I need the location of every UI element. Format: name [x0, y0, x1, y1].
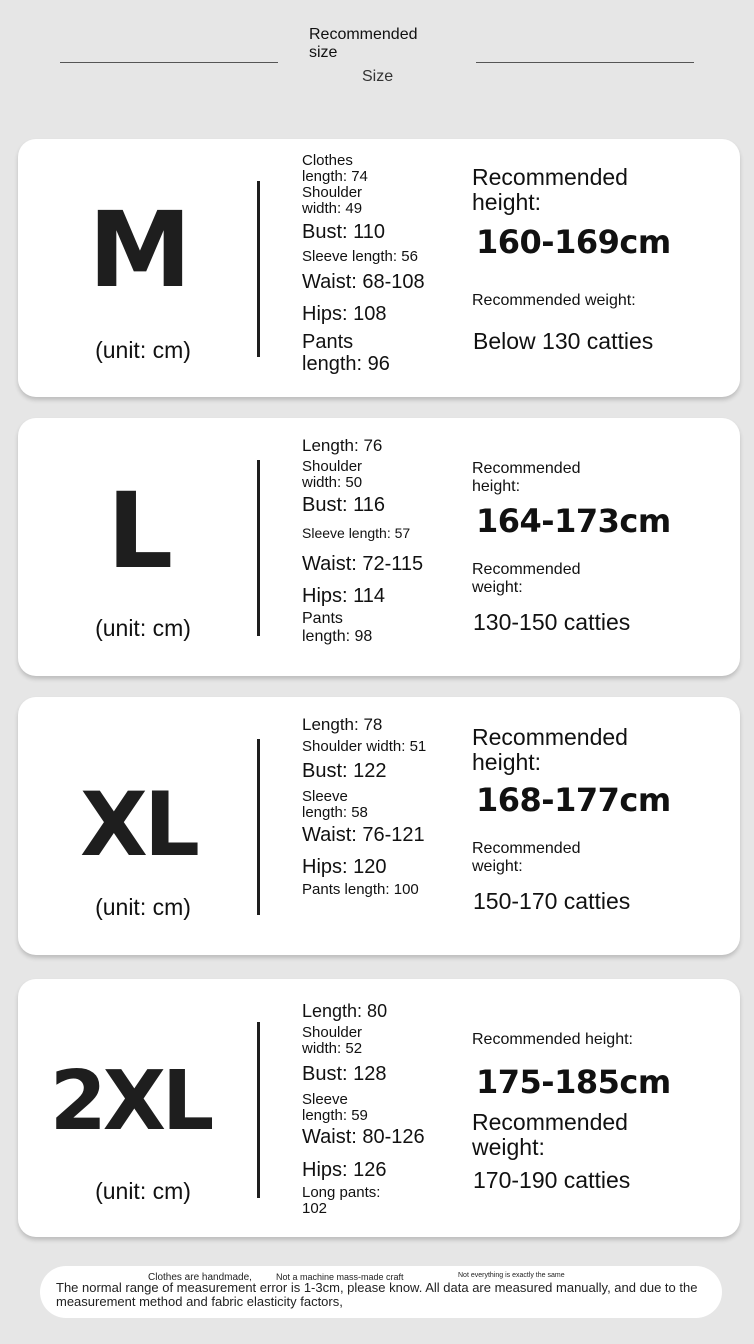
pants-value: Pants length: 100 [302, 881, 419, 898]
height-label: Recommended height: [472, 460, 581, 495]
shoulder-value: Shoulder width: 51 [302, 738, 427, 755]
pants-value: Pants length: 96 [302, 331, 390, 375]
height-label: Recommended height: [472, 164, 628, 215]
weight-value: 150-170 catties [473, 888, 631, 914]
header-subtitle: Size [362, 68, 394, 85]
size-label: L [106, 470, 170, 592]
measurements [302, 1001, 454, 1217]
size-label: XL [80, 773, 196, 876]
weight-label: Recommended weight: [472, 292, 636, 309]
length-value: Length: 76 [302, 436, 383, 455]
sleeve-value: Sleeve length: 56 [302, 248, 418, 265]
size-card-2xl [18, 979, 740, 1237]
note-text: The normal range of measurement error is 1-3cm, please know. All data are measured manually, and due to the measurement method and fabric elasticity factors, [56, 1280, 698, 1309]
shoulder-value: Shoulder width: 52 [302, 1024, 363, 1057]
height-value: 160-169cm [476, 223, 671, 261]
measurements [302, 438, 454, 646]
height-value: 164-173cm [476, 502, 671, 540]
hips-value: Hips: 126 [302, 1159, 387, 1181]
size-label: M [88, 189, 188, 311]
length-value: Length: 80 [302, 1001, 388, 1021]
hips-value: Hips: 114 [302, 585, 386, 607]
unit-label: (unit: cm) [95, 337, 191, 363]
height-value: 175-185cm [476, 1063, 671, 1101]
length-value: Clothes length: 74 [302, 152, 368, 185]
unit-label: (unit: cm) [95, 615, 191, 641]
bust-value: Bust: 110 [302, 221, 386, 243]
header-divider-left [60, 62, 278, 63]
unit-label: (unit: cm) [95, 1178, 191, 1204]
bust-value: Bust: 116 [302, 494, 386, 516]
unit-label: (unit: cm) [95, 894, 191, 920]
waist-value: Waist: 80-126 [302, 1126, 425, 1148]
header-divider-right [476, 62, 694, 63]
vertical-divider [257, 460, 260, 636]
weight-label: Recommended weight: [472, 561, 581, 596]
weight-label: Recommended weight: [472, 1109, 628, 1160]
vertical-divider [257, 1022, 260, 1198]
height-value: 168-177cm [476, 781, 671, 819]
note-handmade: Clothes are handmade, [148, 1272, 252, 1283]
note-not-machine: Not a machine mass-made craft [276, 1272, 404, 1282]
waist-value: Waist: 76-121 [302, 824, 425, 846]
vertical-divider [257, 739, 260, 915]
weight-value: 130-150 catties [473, 609, 631, 635]
vertical-divider [257, 181, 260, 357]
height-label: Recommended height: [472, 724, 628, 775]
size-label: 2XL [49, 1054, 211, 1149]
sleeve-value: Sleeve length: 58 [302, 788, 368, 821]
weight-value: Below 130 catties [473, 328, 654, 354]
sleeve-value: Sleeve length: 59 [302, 1091, 368, 1124]
weight-value: 170-190 catties [473, 1167, 631, 1193]
measurements [302, 717, 454, 898]
measurement-note [40, 1266, 722, 1318]
size-card-m [18, 139, 740, 397]
waist-value: Waist: 68-108 [302, 271, 425, 293]
shoulder-value: Shoulder width: 49 [302, 184, 363, 217]
hips-value: Hips: 108 [302, 303, 387, 325]
note-not-same: Not everything is exactly the same [458, 1272, 565, 1279]
sleeve-value: Sleeve length: 57 [302, 525, 411, 541]
pants-value: Long pants: 102 [302, 1184, 381, 1217]
weight-label: Recommended weight: [472, 840, 581, 875]
waist-value: Waist: 72-115 [302, 553, 424, 575]
bust-value: Bust: 122 [302, 760, 387, 782]
shoulder-value: Shoulder width: 50 [302, 458, 363, 491]
length-value: Length: 78 [302, 715, 383, 734]
measurements [302, 153, 454, 375]
header-title: Recommended size [309, 26, 418, 61]
size-card-l [18, 418, 740, 676]
hips-value: Hips: 120 [302, 856, 387, 878]
height-label: Recommended height: [472, 1031, 633, 1048]
header [0, 0, 754, 120]
pants-value: Pants length: 98 [302, 610, 373, 645]
bust-value: Bust: 128 [302, 1063, 387, 1085]
size-card-xl [18, 697, 740, 955]
